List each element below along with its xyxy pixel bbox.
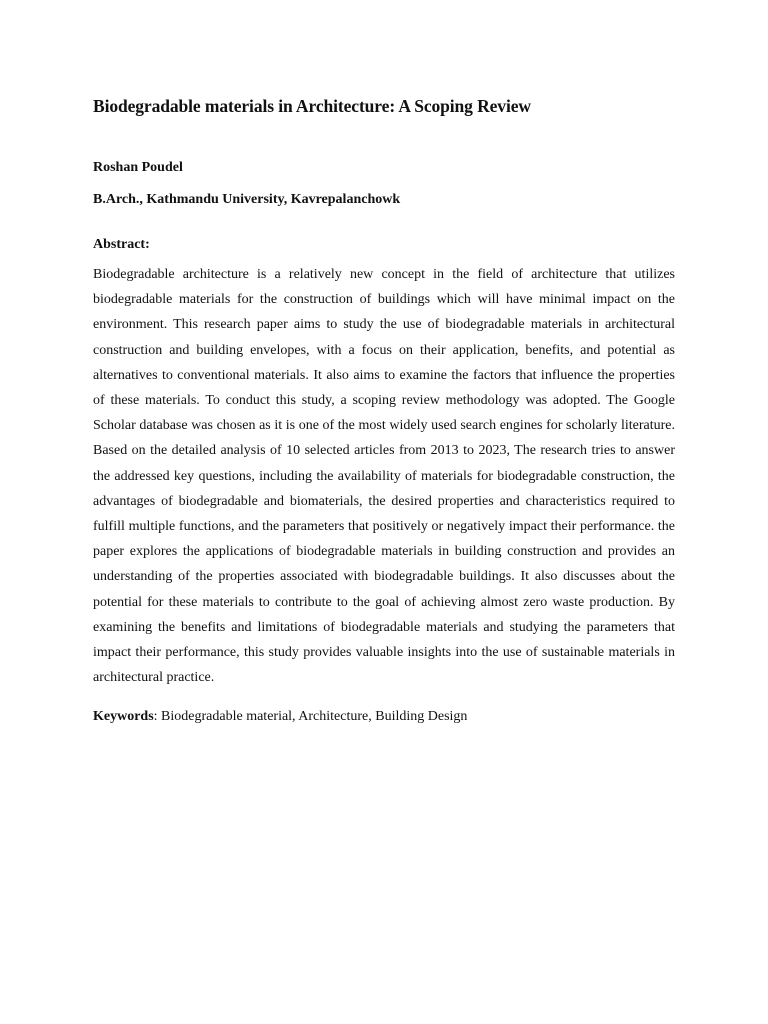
abstract-text: Biodegradable architecture is a relatively new concept in the field of architecture that utilizes biodegradable materials for the construction of buildings which will have minimal impact on the environment. This research paper aims to study the use of biodegradable materials in architectural construction and building envelopes, with a focus on their application, benefits, and potential as alternatives to conventional materials. It also aims to examine the factors that influence the properties of these materials. To conduct this study, a scoping review methodology was adopted. The Google Scholar database was chosen as it is one of the most widely used search engines for scholarly literature. Based on the detailed analysis of 10 selected articles from 2013 to 2023, The research tries to answer the addressed key questions, including the availability of materials for biodegradable construction, the advantages of biodegradable and biomaterials, the desired properties and characteristics required to fulfill multiple functions, and the parameters that positively or negatively impact their performance. the paper explores the applications of biodegradable materials in building construction and provides an understanding of the properties associated with biodegradable buildings. It also discusses about the potential for these materials to contribute to the goal of achieving almost zero waste production. By examining the benefits and limitations of biodegradable materials and studying the parameters that impact their performance, this study provides valuable insights into the use of sustainable materials in architectural practice. (93, 267, 675, 686)
paper-title: Biodegradable materials in Architecture: A Scoping Review (93, 96, 531, 116)
keywords-list: : Biodegradable material, Architecture, Building Design (153, 709, 468, 725)
author-name: Roshan Poudel (93, 160, 183, 175)
author-affiliation: B.Arch., Kathmandu University, Kavrepalanchowk (93, 192, 401, 207)
keywords-line (93, 706, 675, 728)
paper-page (93, 92, 675, 728)
abstract-heading: Abstract: (93, 237, 150, 252)
keywords-label: Keywords (93, 709, 154, 725)
